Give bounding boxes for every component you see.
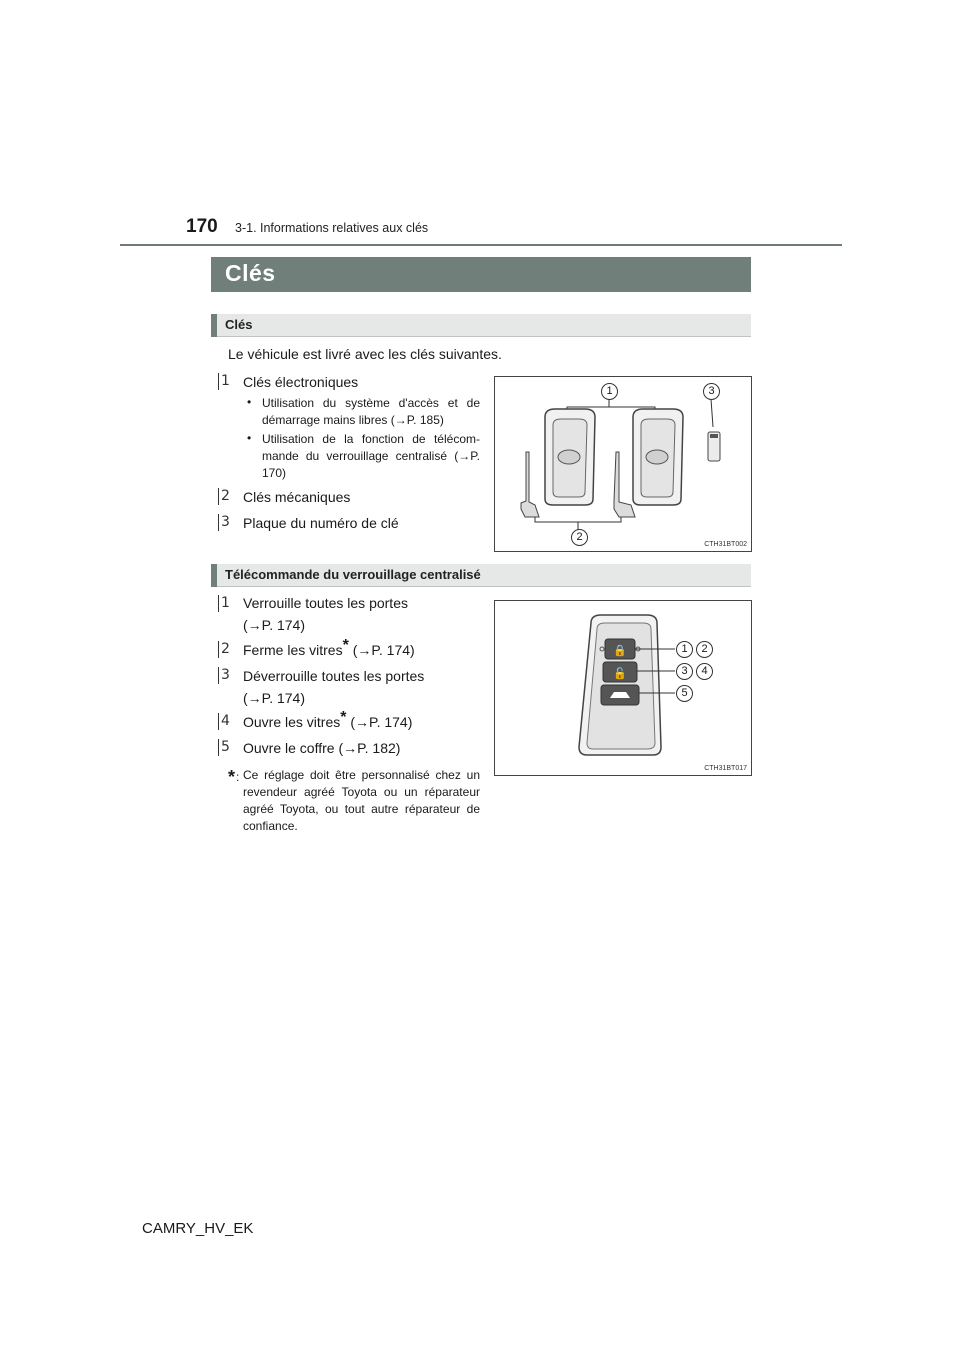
page-number: 170 (186, 216, 218, 237)
item-number: 1 (218, 595, 232, 614)
mechanical-key-right-icon (614, 452, 635, 517)
smart-key-right-icon (633, 409, 683, 505)
page-title: Clés (225, 260, 276, 286)
item-number: 3 (218, 514, 232, 533)
lock-icon: 🔒 (613, 644, 627, 657)
keys-figure (494, 376, 752, 552)
sub-bullet: Utilisation de la fonction de télécommande du verrouillage centralisé (→P. 170) (262, 432, 480, 480)
intro-text: Le véhicule est livré avec les clés suivantes. (228, 346, 502, 362)
list-item: Ouvre le coffre (→P. 182) (243, 740, 401, 756)
item-number: 4 (218, 713, 232, 732)
callout: 3 (676, 663, 693, 680)
unlock-icon: 🔓 (613, 667, 627, 680)
key-number-plate-icon (708, 432, 720, 461)
list-item: Plaque du numéro de clé (243, 515, 399, 531)
list-item: Déverrouille toutes les portes (→P. 174) (243, 668, 425, 706)
item-number: 1 (218, 373, 232, 392)
list-item: Ferme les vitres* (→P. 174) (243, 637, 415, 658)
item-number: 5 (218, 739, 232, 758)
callout: 5 (676, 685, 693, 702)
smart-key-left-icon (545, 409, 595, 505)
list-item: Clés mécaniques (243, 489, 351, 505)
item-number: 3 (218, 667, 232, 686)
callout: 2 (571, 529, 588, 546)
remote-figure (494, 600, 752, 776)
chapter-heading: 3-1. Informations relatives aux clés (235, 221, 429, 235)
section-heading-keys (211, 314, 751, 337)
header-rule (120, 244, 842, 246)
page-title-bar (211, 257, 751, 292)
section-title: Télécommande du verrouillage centralisé (225, 567, 481, 582)
list-item: Verrouille toutes les portes (→P. 174) (243, 595, 408, 633)
sub-bullet: Utilisation du système d'accès et de démarrage mains libres (→P. 185) (262, 396, 480, 427)
item-number: 2 (218, 488, 232, 507)
list-item: Clés électroniques (243, 374, 359, 390)
list-item: Ouvre les vitres* (→P. 174) (243, 709, 413, 730)
footnote: *: Ce réglage doit être personnalisé chez un revendeur agréé Toyota ou un réparateur agréé Toyota, ou tout autre réparateur de confiance. (228, 767, 480, 833)
section-heading-remote (211, 564, 751, 587)
section-title: Clés (225, 317, 253, 332)
callout: 4 (696, 663, 713, 680)
callout: 1 (676, 641, 693, 658)
figure-code: CTH31BT002 (704, 541, 747, 548)
callout: 3 (703, 383, 720, 400)
keys-illustration (495, 377, 751, 551)
figure-code: CTH31BT017 (704, 765, 747, 772)
remote-illustration (495, 601, 751, 775)
callout: 2 (696, 641, 713, 658)
bullet-dot: • (247, 395, 252, 409)
bullet-dot: • (247, 431, 252, 445)
item-number: 2 (218, 641, 232, 660)
callout: 1 (601, 383, 618, 400)
mechanical-key-left-icon (521, 452, 539, 517)
model-code: CAMRY_HV_EK (142, 1220, 254, 1237)
